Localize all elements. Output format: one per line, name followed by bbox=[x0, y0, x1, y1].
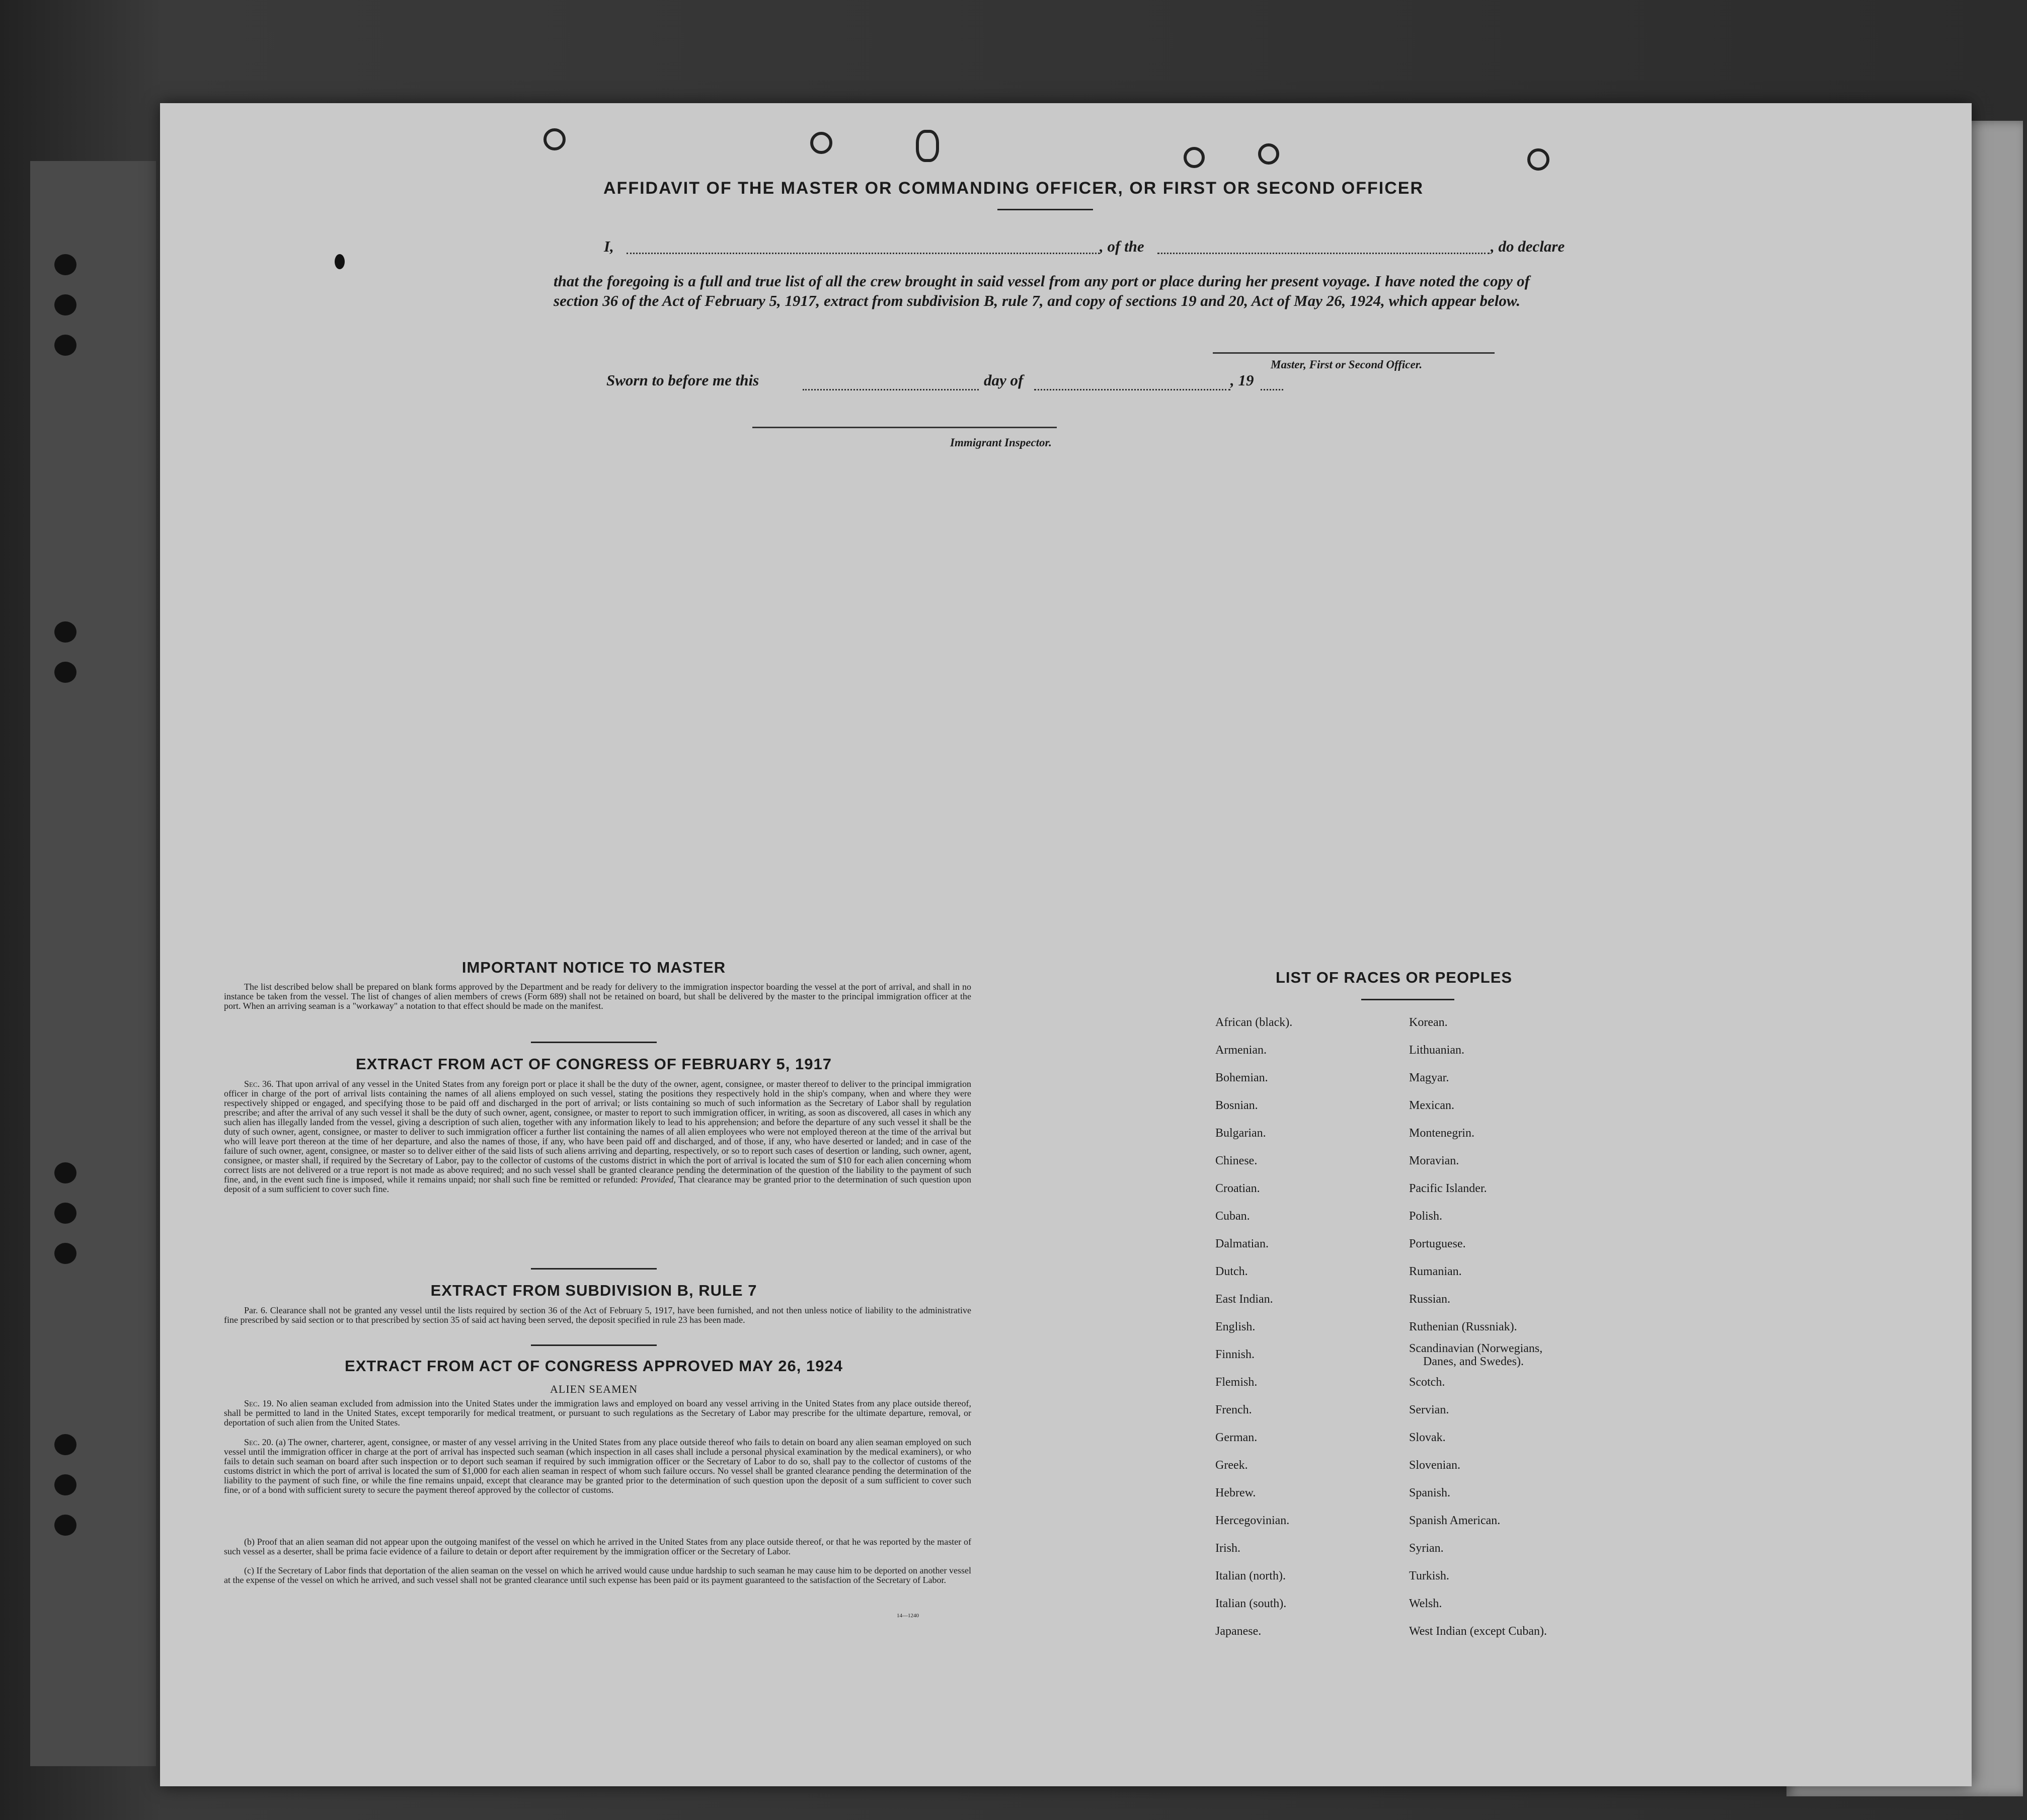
race-item: Montenegrin. bbox=[1409, 1127, 1474, 1140]
extract-1917-text bbox=[224, 1079, 971, 1194]
proviso-label: Provided, bbox=[641, 1174, 676, 1184]
section-divider bbox=[531, 1344, 657, 1346]
race-item: Bohemian. bbox=[1215, 1071, 1268, 1084]
race-item: Irish. bbox=[1215, 1542, 1240, 1555]
race-item: West Indian (except Cuban). bbox=[1409, 1625, 1547, 1638]
sec-20b-text: (b) Proof that an alien seaman did not appear upon the outgoing manifest of the vessel on which he arrived in the United States from any place outside thereof, or that he was reported by the master of such vessel as a deserter, shall be prima facie evidence of a failure to detain or deport after requirement by the immigration officer or the Secretary of Labor. bbox=[224, 1537, 971, 1556]
race-item-line: Scandinavian (Norwegians, bbox=[1409, 1342, 1543, 1355]
race-item: Dalmatian. bbox=[1215, 1237, 1269, 1250]
race-item: Hercegovinian. bbox=[1215, 1514, 1290, 1527]
alien-seamen-subheading: ALIEN SEAMEN bbox=[550, 1383, 638, 1395]
title-underline bbox=[997, 209, 1093, 210]
race-item: Italian (south). bbox=[1215, 1597, 1287, 1610]
race-item: Spanish. bbox=[1409, 1486, 1451, 1499]
race-item: Lithuanian. bbox=[1409, 1044, 1464, 1057]
extract-1924-heading: EXTRACT FROM ACT OF CONGRESS APPROVED MAY 26, 1924 bbox=[345, 1357, 843, 1375]
race-item: Armenian. bbox=[1215, 1044, 1267, 1057]
race-item: East Indian. bbox=[1215, 1293, 1273, 1306]
race-item: Mexican. bbox=[1409, 1099, 1454, 1112]
sworn-month-field[interactable] bbox=[1034, 375, 1230, 390]
declaration-do-declare: , do declare bbox=[1491, 238, 1565, 255]
race-item: Moravian. bbox=[1409, 1154, 1459, 1167]
race-item-line: Danes, and Swedes). bbox=[1423, 1355, 1524, 1368]
punch-hole bbox=[1527, 148, 1549, 171]
race-item: Polish. bbox=[1409, 1210, 1443, 1223]
race-item: Pacific Islander. bbox=[1409, 1182, 1487, 1195]
binder-hole bbox=[54, 662, 76, 683]
sec-19-text bbox=[224, 1399, 971, 1428]
race-item: Ruthenian (Russniak). bbox=[1409, 1320, 1517, 1333]
inspector-signature-line[interactable] bbox=[752, 422, 1057, 428]
binder-hole bbox=[54, 1515, 76, 1536]
punch-hole bbox=[916, 130, 939, 162]
form-number: 14—1240 bbox=[897, 1613, 919, 1619]
sworn-day-field[interactable] bbox=[803, 375, 979, 390]
punch-hole bbox=[543, 128, 566, 150]
binder-hole bbox=[54, 621, 76, 643]
race-item: French. bbox=[1215, 1403, 1252, 1416]
race-item: Servian. bbox=[1409, 1403, 1449, 1416]
officer-name-field[interactable] bbox=[627, 239, 1100, 254]
races-column-1 bbox=[1215, 1009, 1292, 1645]
race-item: Greek. bbox=[1215, 1459, 1248, 1472]
race-item: Flemish. bbox=[1215, 1376, 1258, 1389]
race-item: Japanese. bbox=[1215, 1625, 1262, 1638]
sec-20a-text bbox=[224, 1438, 971, 1495]
race-item: Cuban. bbox=[1215, 1210, 1250, 1223]
race-item: Korean. bbox=[1409, 1016, 1448, 1029]
sec-19-body: No alien seaman excluded from admission into the United States under the immigration laws and employed on board any vessel arriving in the United States from any place outside thereof, shall be permitted to land in the United States, except temporarily for medical treatment, or pursuant to such regulations as the Secretary of Labor may prescribe for the ultimate departure, removal, or deportation of such alien from the United States. bbox=[224, 1398, 971, 1428]
section-divider bbox=[531, 1042, 657, 1043]
binder-hole bbox=[54, 254, 76, 275]
races-heading-underline bbox=[1361, 999, 1454, 1000]
race-item: Magyar. bbox=[1409, 1071, 1449, 1084]
binder-hole bbox=[54, 1203, 76, 1224]
race-item: Chinese. bbox=[1215, 1154, 1258, 1167]
race-item: Portuguese. bbox=[1409, 1237, 1466, 1250]
race-item: Bulgarian. bbox=[1215, 1127, 1266, 1140]
sec-20a-body: (a) The owner, charterer, agent, consignee, or master of any vessel arriving in the United States from any place outside thereof who fails to detain on board any alien seaman employed on such vessel until the immigration officer in charge at the port of arrival has inspected such seaman (which inspection in all cases shall include a personal physical examination by the medical examiners), or who fails to detain such seaman on board after such inspection or to deport such seaman if required by such immigration officer or the Secretary of Labor to do so, shall pay to the collector of customs of the customs district in which the port of arrival is located the sum of $1,000 for each alien seaman in respect of whom such failure occurs. No vessel shall be granted clearance pending the determination of the liability to the payment of such fine, or while the fine remains unpaid, except that clearance may be granted prior to the determination of such question upon the deposit of a sum sufficient to cover such fine, or of a bond with sufficient surety to secure the payment thereof approved by the collector of customs. bbox=[224, 1437, 971, 1495]
extract-1917-heading: EXTRACT FROM ACT OF CONGRESS OF FEBRUARY 5, 1917 bbox=[356, 1055, 832, 1073]
binder-hole bbox=[54, 1162, 76, 1183]
race-item: Turkish. bbox=[1409, 1569, 1449, 1582]
race-item: English. bbox=[1215, 1320, 1256, 1333]
sec-19-label: Sec. 19. bbox=[244, 1398, 274, 1408]
race-item: Rumanian. bbox=[1409, 1265, 1462, 1278]
affidavit-sheet bbox=[160, 103, 1972, 1786]
race-item: Croatian. bbox=[1215, 1182, 1260, 1195]
notice-heading: IMPORTANT NOTICE TO MASTER bbox=[461, 959, 726, 976]
race-item: Slovak. bbox=[1409, 1431, 1446, 1444]
inspector-signature-caption: Immigrant Inspector. bbox=[950, 436, 1052, 449]
race-item: Welsh. bbox=[1409, 1597, 1442, 1610]
master-signature-line[interactable] bbox=[1213, 347, 1495, 354]
sec-20-label: Sec. 20. bbox=[244, 1437, 274, 1447]
binder-hole bbox=[54, 1434, 76, 1455]
left-page-edge bbox=[30, 161, 156, 1766]
rule7-text: Par. 6. Clearance shall not be granted any vessel until the lists required by section 36 of the Act of February 5, 1917, have been furnished, and not then unless notice of liability to the administrative fine prescribed by said section or to that prescribed by section 35 of said act having been served, the deposit specified in rule 23 has been made. bbox=[224, 1305, 971, 1325]
section-divider bbox=[531, 1268, 657, 1270]
declaration-text: that the foregoing is a full and true list of all the crew brought in said vessel from any port or place during her present voyage. I have noted the copy of section 36 of the Act of February 5, 1917, extract from subdivision B, rule 7, and copy of sections 19 and 20, Act of May 26, 1924, which appear below. bbox=[554, 272, 1530, 309]
sworn-day-of: day of bbox=[984, 371, 1024, 389]
binder-hole bbox=[54, 1474, 76, 1495]
sworn-year-field[interactable] bbox=[1261, 375, 1283, 390]
vessel-name-field[interactable] bbox=[1157, 239, 1490, 254]
sworn-prefix: Sworn to before me this bbox=[606, 371, 759, 389]
rule7-heading: EXTRACT FROM SUBDIVISION B, RULE 7 bbox=[430, 1282, 757, 1299]
binder-hole bbox=[54, 294, 76, 315]
proviso-text: That clearance may be granted prior to the determination of such question upon deposit of a sum sufficient to cover such fine. bbox=[224, 1174, 971, 1194]
binder-hole bbox=[54, 1243, 76, 1264]
race-item: Hebrew. bbox=[1215, 1486, 1256, 1499]
sec-36-label: Sec. 36. bbox=[244, 1079, 274, 1089]
sec-20c-text: (c) If the Secretary of Labor finds that deportation of the alien seaman on the vessel on which he arrived would cause undue hardship to such seaman he may cause him to be deported on another vessel at the expense of the vessel on which he arrived, and such vessel shall not be granted clearance until such expense has been paid or its payment guaranteed to the satisfaction of the Secretary of Labor. bbox=[224, 1565, 971, 1585]
race-item: Syrian. bbox=[1409, 1542, 1444, 1555]
race-item: Dutch. bbox=[1215, 1265, 1248, 1278]
punch-hole bbox=[1258, 143, 1279, 165]
declaration-of-the: , of the bbox=[1100, 238, 1144, 255]
master-signature-caption: Master, First or Second Officer. bbox=[1271, 358, 1423, 371]
notice-text: The list described below shall be prepared on blank forms approved by the Department and be ready for delivery to the immigration inspector boarding the vessel at the port of arrival, and shall in no instance be taken from the vessel. The list of changes of alien members of crews (Form 689) shall not be retained on board, but shall be delivered by the master to the principal immigration officer at the port. When an arriving seaman is a "workaway" a notation to that effect should be made on the manifest. bbox=[224, 982, 971, 1011]
race-item: Slovenian. bbox=[1409, 1459, 1460, 1472]
punch-hole bbox=[1184, 147, 1205, 168]
races-heading: LIST OF RACES OR PEOPLES bbox=[1275, 969, 1513, 986]
binder-hole bbox=[54, 335, 76, 356]
race-item: African (black). bbox=[1215, 1016, 1293, 1029]
race-item: Spanish American. bbox=[1409, 1514, 1501, 1527]
races-column-2 bbox=[1409, 1009, 1547, 1645]
declaration-i: I, bbox=[604, 238, 614, 255]
affidavit-title: AFFIDAVIT OF THE MASTER OR COMMANDING OFFICER, OR FIRST OR SECOND OFFICER bbox=[603, 179, 1424, 198]
race-item: Russian. bbox=[1409, 1293, 1451, 1306]
sec-36-body: That upon arrival of any vessel in the United States from any foreign port or place it shall be the duty of the owner, agent, consignee, or master thereof to deliver to the principal immigration officer in charge of the port of arrival lists containing the names of all aliens employed on such vessel, stating the positions they respectively hold in the ship's company, when and where they were respectively shipped or engaged, and specifying those to be paid off and discharged in the port of arrival; or lists containing so much of such information as the Secretary of Labor shall by regulation prescribe; and after the arrival of any such vessel it shall be the duty of such owner, agent, consignee, or master to report to such immigration officer, in writing, as soon as discovered, all cases in which any such alien has illegally landed from the vessel, giving a description of such alien, together with any information likely to lead to his apprehension; and before the departure of any such vessel it shall be the duty of such owner, agent, consignee, or master to deliver to such immigration officer a further list containing the names of all alien employees who were not employed thereon at the time of the arrival but who will leave port thereon at the time of her departure, and also the names of those, if any, who have been paid off and discharged, and of those, if any, who have deserted or landed; and in case of the failure of such owner, agent, consignee, or master so to deliver either of the said lists of such aliens arriving and departing, respectively, or so to report such cases of desertion or landing, such owner, agent, consignee, or master shall, if required by the Secretary of Labor, pay to the collector of customs of the customs district in which the port of arrival is located the sum of $10 for each alien concerning whom correct lists are not delivered or a true report is not made as above required; and no such vessel shall be granted clearance pending the determination of the question of the liability to the payment of such fine, and, in the event such fine is imposed, while it remains unpaid; nor shall such fine be remitted or refunded: bbox=[224, 1079, 971, 1184]
race-item: Italian (north). bbox=[1215, 1569, 1286, 1582]
sworn-year: , 19 bbox=[1230, 371, 1254, 389]
punch-hole bbox=[810, 132, 832, 154]
race-item: German. bbox=[1215, 1431, 1258, 1444]
race-item bbox=[1409, 1341, 1547, 1369]
race-item: Finnish. bbox=[1215, 1348, 1255, 1361]
race-item: Bosnian. bbox=[1215, 1099, 1258, 1112]
race-item: Scotch. bbox=[1409, 1376, 1445, 1389]
ink-spot bbox=[335, 254, 345, 269]
